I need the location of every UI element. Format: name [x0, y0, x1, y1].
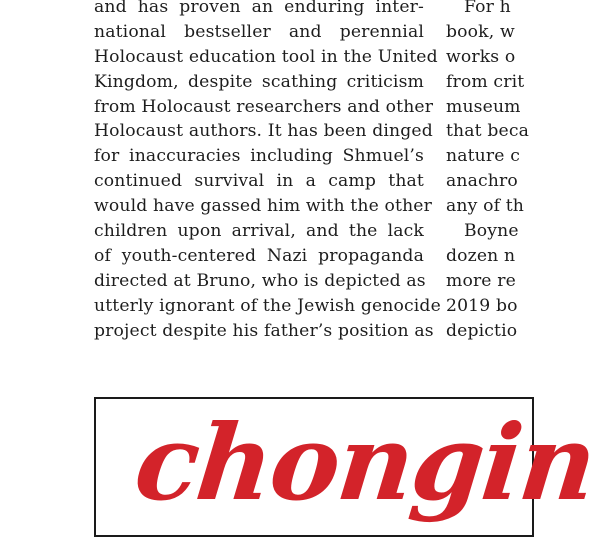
text-line: children upon arrival, and the lack [94, 221, 424, 242]
text-line: museum [446, 96, 521, 117]
article-column-right [446, 0, 566, 343]
text-line: from crit [446, 71, 525, 92]
text-line: Holocaust education tool in the United [94, 46, 438, 67]
text-line: 2019 bo [446, 295, 518, 316]
text-line: from Holocaust researchers and other [94, 96, 434, 117]
article-column-left [94, 0, 441, 343]
advertisement-logo-text: chongin [129, 401, 600, 524]
advertisement-box [94, 397, 600, 537]
text-line: For h [464, 0, 511, 17]
text-line: that beca [446, 121, 529, 142]
text-line: Holocaust authors. It has been dinged [94, 121, 433, 142]
text-line: and has proven an enduring inter- [94, 0, 424, 17]
text-line: continued survival in a camp that [94, 171, 424, 192]
text-line: project despite his father’s position as [94, 320, 434, 341]
text-line: directed at Bruno, who is depicted as [94, 270, 426, 291]
text-line: book, w [446, 21, 515, 42]
text-line: anachro [446, 171, 518, 192]
text-line: Boyne [464, 221, 519, 242]
text-line: more re [446, 270, 516, 291]
text-line: national bestseller and perennial [94, 21, 424, 42]
text-line: depictio [446, 320, 518, 341]
text-line: dozen n [446, 245, 516, 266]
text-line: nature c [446, 146, 520, 167]
text-line: Kingdom, despite scathing criticism [94, 71, 424, 92]
text-line: any of th [446, 196, 524, 217]
text-line: of youth-centered Nazi propaganda [94, 245, 424, 266]
text-line: for inaccuracies including Shmuel’s [94, 146, 424, 167]
text-line: would have gassed him with the other [94, 196, 432, 217]
text-line: works o [446, 46, 516, 67]
text-line: utterly ignorant of the Jewish genocide [94, 295, 441, 316]
